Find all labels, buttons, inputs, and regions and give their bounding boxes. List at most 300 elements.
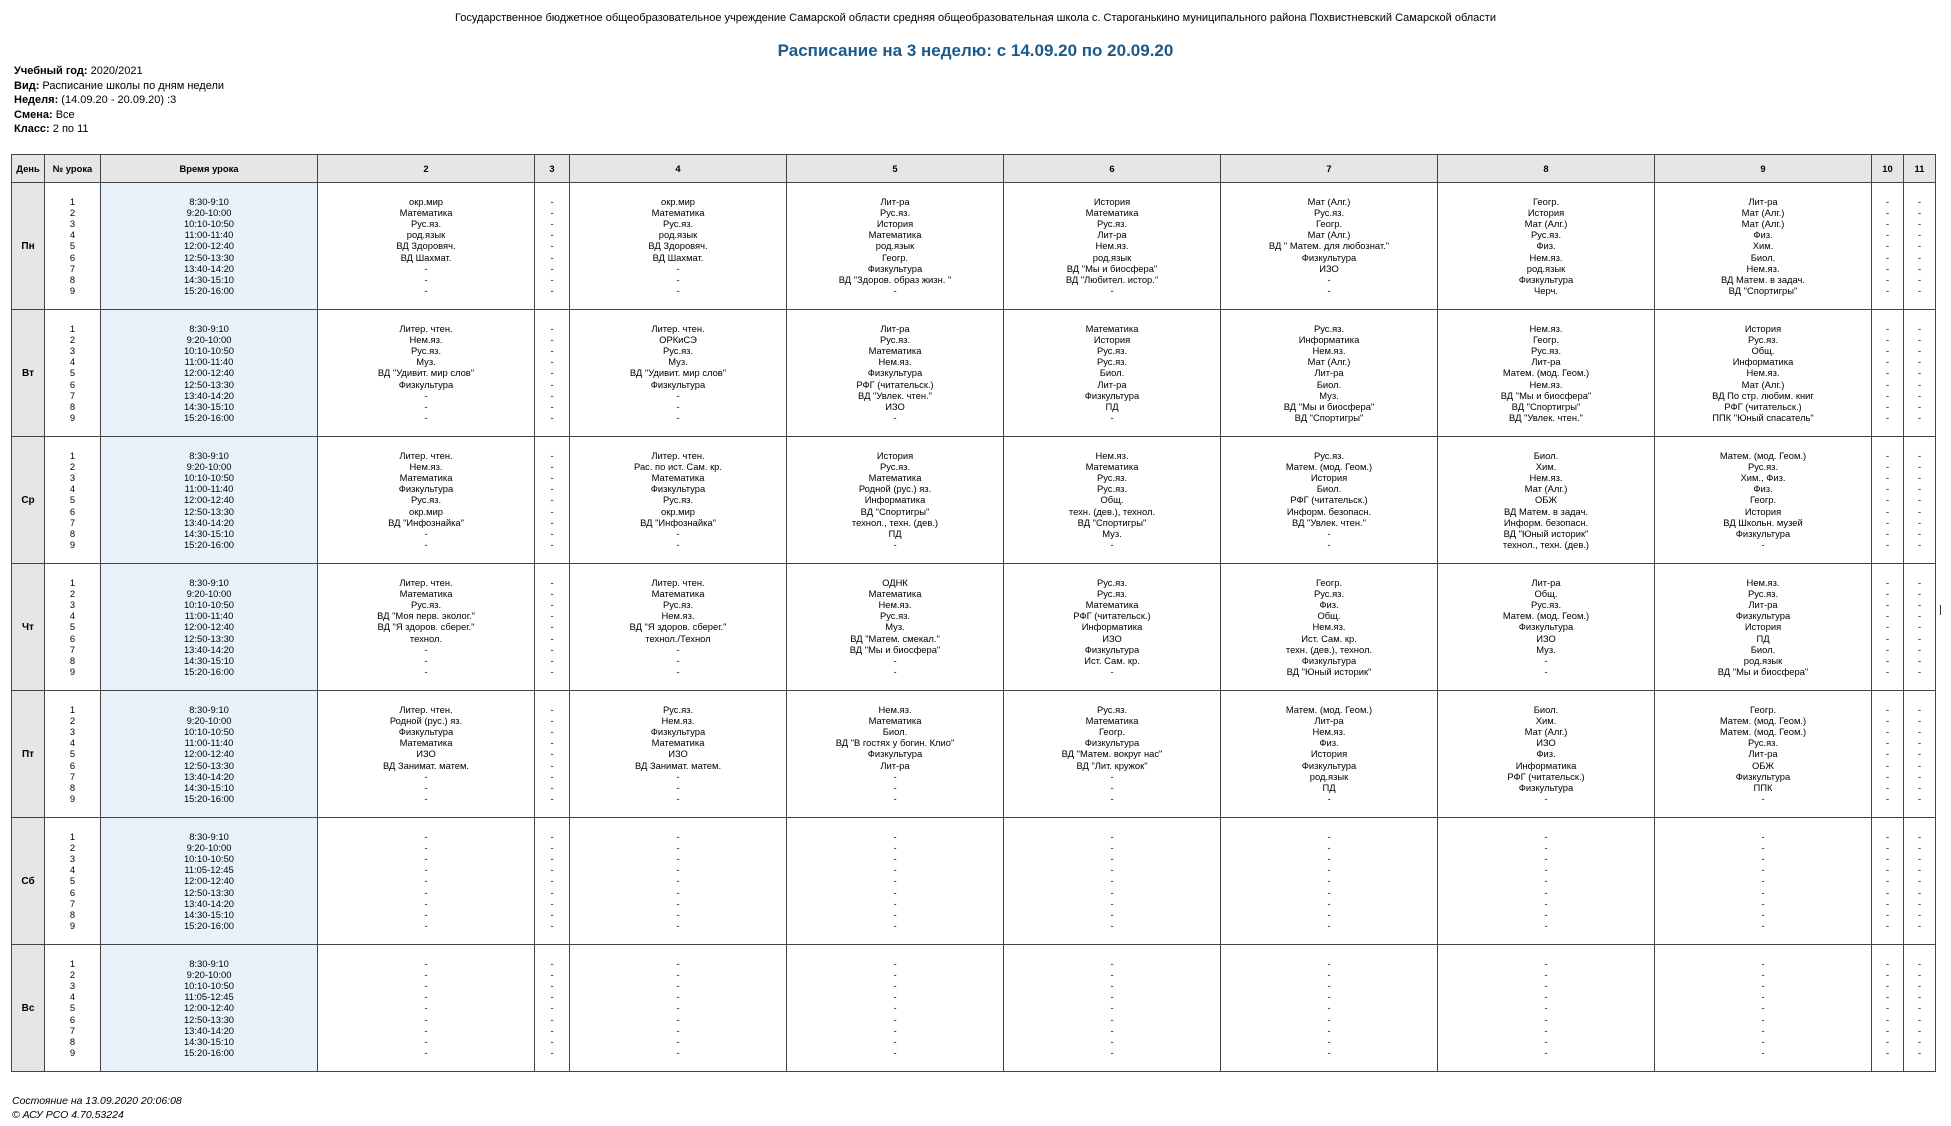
- lesson-entry: -: [1110, 538, 1114, 550]
- lesson-entry: -: [1110, 411, 1114, 423]
- lesson-entry: -: [424, 389, 428, 401]
- lesson-entry: История: [1093, 334, 1131, 346]
- lesson-entry: ПД: [888, 527, 902, 539]
- lesson-entry: Рус.яз.: [410, 218, 442, 230]
- lesson-entry: История: [1527, 207, 1565, 219]
- lesson-entry: -: [893, 919, 897, 931]
- lesson-entry: 12:50-13:30: [183, 759, 235, 771]
- lesson-entry: Рус.яз.: [1096, 588, 1128, 600]
- lesson-entry: История: [1310, 472, 1348, 484]
- lesson-entry: Рус.яз.: [410, 345, 442, 357]
- lesson-entry: Физкультура: [1084, 389, 1140, 401]
- lesson-entry: Хим.: [1752, 240, 1774, 252]
- lesson-entry: Нем.яз.: [1095, 240, 1129, 252]
- lesson-entry: 13:40-14:20: [183, 643, 235, 655]
- class-cell-lines: [1004, 450, 1220, 550]
- lesson-entry: Физкультура: [1301, 654, 1357, 666]
- lesson-entry: -: [1327, 919, 1331, 931]
- class-cell: [1872, 437, 1904, 564]
- lesson-entry: Рус.яз.: [879, 334, 911, 346]
- lesson-entry: ОДНК: [882, 577, 908, 589]
- class-cell-lines: [1004, 323, 1220, 423]
- class-cell: [787, 564, 1004, 691]
- lesson-entry: -: [550, 240, 554, 252]
- info-view-value: Расписание школы по дням недели: [42, 79, 225, 92]
- lesson-entry: -: [1327, 897, 1331, 909]
- lesson-entry: 11:00-11:40: [184, 610, 234, 622]
- lesson-entry: Нем.яз.: [409, 334, 443, 346]
- class-cell-lines: [1438, 831, 1654, 931]
- lesson-entry: -: [1885, 759, 1890, 771]
- info-view: [14, 79, 224, 94]
- lesson-entry: ВД "Увлек. чтен.": [858, 389, 932, 401]
- lesson-entry: 11:00-11:40: [184, 356, 234, 368]
- class-cell: [1904, 310, 1936, 437]
- lesson-entry: -: [550, 400, 554, 412]
- lesson-times-cell: [101, 818, 318, 945]
- lesson-entry: Нем.яз.: [661, 715, 695, 727]
- lesson-entry: -: [1544, 969, 1548, 981]
- header-class-7: 7: [1221, 155, 1438, 183]
- lesson-entry: технол., техн. (дев.): [851, 516, 939, 528]
- class-cell: [570, 183, 787, 310]
- schedule-info: [14, 64, 224, 137]
- lesson-entry: -: [1761, 1013, 1765, 1025]
- lesson-entry: -: [676, 262, 680, 274]
- lesson-entry: -: [1761, 958, 1765, 970]
- class-cell: [318, 691, 535, 818]
- class-cell-lines: [1655, 831, 1871, 931]
- lesson-entry: -: [1917, 908, 1922, 920]
- lesson-entry: ВД Матем. в задач.: [1503, 505, 1589, 517]
- lesson-entry: 5: [69, 367, 76, 379]
- lesson-entry: -: [424, 273, 428, 285]
- lesson-entry: -: [550, 411, 554, 423]
- lesson-entry: -: [1917, 218, 1922, 230]
- lesson-entry: 8:30-9:10: [189, 196, 229, 208]
- header-time: Время урока: [101, 155, 318, 183]
- lesson-entry: -: [424, 1024, 428, 1036]
- lesson-entry: -: [1885, 643, 1890, 655]
- lesson-entry: -: [1761, 1024, 1765, 1036]
- lesson-entry: Лит-ра: [1314, 367, 1344, 379]
- lesson-entry: -: [676, 1035, 680, 1047]
- class-cell: [318, 183, 535, 310]
- lesson-entry: 2: [69, 842, 76, 854]
- day-name: Вс: [12, 945, 45, 1072]
- lesson-entry: -: [550, 991, 554, 1003]
- lesson-entry: 5: [69, 621, 76, 633]
- lesson-entry: Нем.яз.: [1312, 621, 1346, 633]
- lesson-entry: ВД "Инфознайка": [388, 516, 464, 528]
- lesson-entry: История: [1093, 196, 1131, 208]
- lesson-entry: 1: [69, 196, 76, 208]
- lesson-entry: Нем.яз.: [1529, 323, 1563, 335]
- class-cell: [535, 818, 570, 945]
- lesson-entry: ВД " Матем. для любознат.": [1268, 240, 1390, 252]
- class-cell: [1004, 564, 1221, 691]
- class-cell-lines: [1904, 323, 1935, 423]
- lesson-entry: 12:50-13:30: [183, 886, 235, 898]
- lesson-entry: -: [893, 284, 897, 296]
- lesson-entry: Общ.: [1100, 494, 1124, 506]
- lesson-entry: Лит-ра: [1097, 229, 1127, 241]
- lesson-entry: -: [893, 842, 897, 854]
- lesson-entry: -: [1885, 665, 1890, 677]
- lesson-entry: Хим.: [1535, 461, 1557, 473]
- lesson-entry: -: [1544, 1035, 1548, 1047]
- lesson-entry: ВД "Спортигры": [1511, 400, 1581, 412]
- lesson-entry: -: [1327, 284, 1331, 296]
- lesson-entry: -: [1917, 748, 1922, 760]
- lesson-entry: -: [550, 875, 554, 887]
- lesson-entry: -: [550, 472, 554, 484]
- lesson-entry: 7: [69, 516, 76, 528]
- class-cell: [1655, 691, 1872, 818]
- lesson-entry: род.язык: [1092, 251, 1132, 263]
- lesson-entry: 14:30-15:10: [183, 400, 235, 412]
- lesson-entry: Лит-ра: [1748, 196, 1778, 208]
- lesson-entry: -: [424, 853, 428, 865]
- lesson-entry: 10:10-10:50: [183, 980, 235, 992]
- lesson-entry: -: [893, 864, 897, 876]
- lesson-entry: Мат (Алг.): [1307, 356, 1351, 368]
- lesson-entry: -: [1885, 400, 1890, 412]
- lesson-entry: 9: [69, 1046, 76, 1058]
- lesson-entry: Литер. чтен.: [651, 450, 705, 462]
- lesson-entry: ВД "Моя перв. эколог.": [377, 610, 475, 622]
- lesson-entry: -: [424, 1013, 428, 1025]
- lesson-entry: -: [550, 897, 554, 909]
- lesson-entry: -: [1761, 991, 1765, 1003]
- class-cell: [1004, 818, 1221, 945]
- class-cell: [1221, 564, 1438, 691]
- lesson-entry: -: [1917, 196, 1922, 208]
- class-cell: [1872, 310, 1904, 437]
- lesson-entry: История: [876, 450, 914, 462]
- lesson-entry: Общ.: [1534, 588, 1558, 600]
- class-cell: [535, 437, 570, 564]
- lesson-entry: Нем.яз.: [1312, 726, 1346, 738]
- lesson-entry: 12:50-13:30: [183, 251, 235, 263]
- info-week-value: (14.09.20 - 20.09.20) :3: [61, 94, 177, 107]
- class-cell-lines: [1438, 323, 1654, 423]
- lesson-entry: Математика: [651, 737, 705, 749]
- lesson-entry: -: [1885, 378, 1890, 390]
- lesson-entry: -: [1761, 1046, 1765, 1058]
- class-cell-lines: [1904, 831, 1935, 931]
- lesson-entry: 9: [69, 284, 76, 296]
- lesson-entry: -: [1544, 980, 1548, 992]
- lesson-entry: Матем. (мод. Геом.): [1502, 610, 1590, 622]
- class-cell: [1904, 818, 1936, 945]
- class-cell-lines: [1904, 704, 1935, 804]
- lesson-entry: -: [1327, 1002, 1331, 1014]
- lesson-entry: -: [1917, 704, 1922, 716]
- lesson-entry: -: [1917, 577, 1922, 589]
- lesson-entry: ВД "Спортигры": [1077, 516, 1147, 528]
- class-cell-lines: [1221, 450, 1437, 550]
- class-cell: [1872, 183, 1904, 310]
- lesson-entry: 12:50-13:30: [183, 632, 235, 644]
- lesson-entry: Родной (рус.) яз.: [858, 483, 932, 495]
- lesson-entry: -: [1544, 842, 1548, 854]
- lesson-entry: 12:00-12:40: [183, 240, 235, 252]
- lesson-entry: -: [424, 969, 428, 981]
- lesson-entry: 14:30-15:10: [183, 273, 235, 285]
- lesson-entry: -: [1885, 1002, 1890, 1014]
- lesson-entry: Нем.яз.: [1529, 472, 1563, 484]
- lesson-entry: 1: [69, 958, 76, 970]
- lesson-entry: -: [550, 610, 554, 622]
- lesson-entry: 12:00-12:40: [183, 367, 235, 379]
- lesson-entry: -: [1885, 262, 1890, 274]
- lesson-entry: 3: [69, 345, 76, 357]
- lesson-entry: -: [1761, 919, 1765, 931]
- lesson-entry: Математика: [399, 472, 453, 484]
- lesson-entry: -: [1885, 980, 1890, 992]
- lesson-entry: Физкультура: [1084, 643, 1140, 655]
- lesson-entry: 10:10-10:50: [183, 599, 235, 611]
- lesson-entry: -: [1544, 908, 1548, 920]
- lesson-entry: Мат (Алг.): [1741, 207, 1785, 219]
- lesson-entry: 10:10-10:50: [183, 345, 235, 357]
- day-row: [12, 818, 1936, 945]
- header-class-9: 9: [1655, 155, 1872, 183]
- lesson-entry: Биол.: [1533, 450, 1559, 462]
- lesson-entry: -: [1544, 792, 1548, 804]
- lesson-entry: -: [550, 577, 554, 589]
- lesson-entry: -: [1917, 875, 1922, 887]
- lesson-entry: -: [676, 842, 680, 854]
- lesson-entry: -: [1917, 240, 1922, 252]
- lesson-entry: Физкультура: [867, 748, 923, 760]
- lesson-entry: -: [893, 897, 897, 909]
- lesson-numbers-cell: [45, 183, 101, 310]
- info-week: [14, 93, 224, 108]
- class-cell: [535, 310, 570, 437]
- lesson-entry: ПД: [1756, 632, 1770, 644]
- lesson-entry: ВД Шахмат.: [400, 251, 452, 263]
- lesson-entry: -: [1885, 770, 1890, 782]
- lesson-entry: Математика: [399, 737, 453, 749]
- lesson-entry: Физкультура: [398, 483, 454, 495]
- lesson-entry: -: [893, 886, 897, 898]
- class-cell: [570, 691, 787, 818]
- lesson-entry: ВД "Увлек. чтен.": [1292, 516, 1366, 528]
- lesson-entry: -: [550, 621, 554, 633]
- lesson-entry: Рус.яз.: [879, 461, 911, 473]
- lesson-entry: Черч.: [1534, 284, 1558, 296]
- class-cell: [318, 564, 535, 691]
- lesson-numbers-cell: [45, 945, 101, 1072]
- class-cell-lines: [1655, 958, 1871, 1058]
- header-class-3: 3: [535, 155, 570, 183]
- lesson-entry: Рус.яз.: [662, 345, 694, 357]
- lesson-entry: 11:00-11:40: [184, 229, 234, 241]
- lesson-numbers-cell-lines: [45, 831, 100, 931]
- lesson-entry: Информатика: [1515, 759, 1577, 771]
- lesson-entry: ВД "Увлек. чтен.": [1509, 411, 1583, 423]
- lesson-entry: -: [1327, 1046, 1331, 1058]
- lesson-entry: ВД "Юный историк": [1286, 665, 1372, 677]
- lesson-entry: -: [1885, 218, 1890, 230]
- lesson-numbers-cell: [45, 437, 101, 564]
- lesson-entry: ВД "Матем. смекал.": [850, 632, 940, 644]
- lesson-entry: -: [550, 980, 554, 992]
- class-cell-lines: [318, 196, 534, 296]
- lesson-entry: Рус.яз.: [662, 599, 694, 611]
- lesson-numbers-cell-lines: [45, 958, 100, 1058]
- lesson-times-cell: [101, 945, 318, 1072]
- lesson-entry: Информатика: [1298, 334, 1360, 346]
- lesson-entry: 12:50-13:30: [183, 505, 235, 517]
- lesson-entry: 10:10-10:50: [183, 726, 235, 738]
- lesson-entry: ВД Занимат. матем.: [382, 759, 470, 771]
- lesson-numbers-cell: [45, 564, 101, 691]
- lesson-entry: -: [1761, 1035, 1765, 1047]
- class-cell: [1872, 818, 1904, 945]
- lesson-entry: -: [550, 726, 554, 738]
- class-cell-lines: [1872, 196, 1903, 296]
- lesson-entry: 7: [69, 897, 76, 909]
- lesson-entry: -: [1917, 400, 1922, 412]
- lesson-entry: 9: [69, 411, 76, 423]
- class-cell-lines: [1655, 323, 1871, 423]
- lesson-entry: -: [893, 958, 897, 970]
- lesson-entry: РФГ (читательск.): [1290, 494, 1368, 506]
- class-cell-lines: [1438, 704, 1654, 804]
- info-year-value: 2020/2021: [90, 65, 143, 77]
- lesson-entry: ВД "Инфознайка": [640, 516, 716, 528]
- class-cell: [570, 945, 787, 1072]
- lesson-times-cell-lines: [101, 196, 317, 296]
- organization-name: Государственное бюджетное общеобразовательное учреждение Самарской области средняя общеобразовательная школа с. Староганькино муниципального района Похвистневский Самарской области: [455, 12, 1496, 24]
- lesson-entry: -: [1885, 737, 1890, 749]
- lesson-entry: -: [1110, 969, 1114, 981]
- class-cell: [1221, 691, 1438, 818]
- lesson-entry: -: [1917, 831, 1922, 843]
- lesson-entry: 15:20-16:00: [183, 919, 235, 931]
- lesson-entry: 12:00-12:40: [183, 748, 235, 760]
- class-cell-lines: [570, 958, 786, 1058]
- lesson-entry: -: [1885, 1024, 1890, 1036]
- lesson-entry: 5: [69, 494, 76, 506]
- lesson-entry: 9: [69, 919, 76, 931]
- lesson-entry: Физкультура: [1735, 527, 1791, 539]
- lesson-entry: -: [1885, 483, 1890, 495]
- day-row: [12, 437, 1936, 564]
- lesson-entry: История: [1310, 748, 1348, 760]
- lesson-entry: -: [1917, 1024, 1922, 1036]
- day-row: [12, 310, 1936, 437]
- class-cell-lines: [787, 450, 1003, 550]
- lesson-entry: -: [1917, 345, 1922, 357]
- lesson-entry: -: [550, 196, 554, 208]
- class-cell: [1438, 437, 1655, 564]
- day-row: [12, 945, 1936, 1072]
- class-cell-lines: [1904, 577, 1935, 677]
- lesson-entry: 15:20-16:00: [183, 284, 235, 296]
- lesson-entry: -: [893, 853, 897, 865]
- class-cell-lines: [535, 450, 569, 550]
- lesson-entry: Муз.: [1102, 527, 1122, 539]
- lesson-entry: История: [1744, 505, 1782, 517]
- schedule-body: [12, 183, 1936, 1072]
- lesson-entry: -: [1885, 897, 1890, 909]
- lesson-times-cell: [101, 691, 318, 818]
- lesson-numbers-cell-lines: [45, 577, 100, 677]
- lesson-entry: -: [550, 908, 554, 920]
- lesson-entry: -: [676, 527, 680, 539]
- lesson-entry: -: [893, 411, 897, 423]
- class-cell-lines: [787, 958, 1003, 1058]
- lesson-times-cell-lines: [101, 958, 317, 1058]
- table-header-row: [12, 155, 1936, 183]
- lesson-entry: -: [550, 450, 554, 462]
- lesson-entry: ПД: [1105, 400, 1119, 412]
- lesson-entry: -: [550, 251, 554, 263]
- lesson-entry: Геогр.: [1749, 494, 1777, 506]
- class-cell-lines: [787, 323, 1003, 423]
- lesson-entry: ВД Здоровяч.: [396, 240, 456, 252]
- class-cell: [1904, 437, 1936, 564]
- lesson-entry: -: [1917, 781, 1922, 793]
- lesson-entry: -: [1885, 251, 1890, 263]
- lesson-entry: 2: [69, 207, 76, 219]
- lesson-entry: Физкультура: [1518, 273, 1574, 285]
- lesson-entry: Хим., Физ.: [1740, 472, 1786, 484]
- lesson-entry: 11:05-12:45: [184, 991, 234, 1003]
- lesson-entry: -: [1917, 207, 1922, 219]
- lesson-entry: -: [424, 980, 428, 992]
- lesson-entry: окр.мир: [660, 196, 696, 208]
- class-cell-lines: [1004, 704, 1220, 804]
- lesson-entry: -: [1917, 284, 1922, 296]
- lesson-entry: -: [424, 991, 428, 1003]
- lesson-entry: Физкультура: [1301, 759, 1357, 771]
- lesson-entry: -: [1885, 704, 1890, 716]
- lesson-entry: -: [1885, 334, 1890, 346]
- lesson-entry: 5: [69, 240, 76, 252]
- lesson-entry: -: [1917, 538, 1922, 550]
- lesson-times-cell: [101, 564, 318, 691]
- class-cell-lines: [570, 450, 786, 550]
- lesson-entry: ВД "Мы и биосфера": [849, 643, 941, 655]
- lesson-entry: 5: [69, 1002, 76, 1014]
- lesson-entry: -: [1327, 958, 1331, 970]
- lesson-entry: -: [1327, 1024, 1331, 1036]
- lesson-entry: ПД: [1322, 781, 1336, 793]
- lesson-entry: -: [550, 748, 554, 760]
- lesson-entry: -: [1917, 632, 1922, 644]
- class-cell: [535, 945, 570, 1072]
- lesson-entry: 8:30-9:10: [189, 831, 229, 843]
- lesson-entry: 7: [69, 262, 76, 274]
- lesson-entry: -: [424, 864, 428, 876]
- lesson-entry: -: [1917, 472, 1922, 484]
- lesson-entry: 8:30-9:10: [189, 450, 229, 462]
- lesson-entry: -: [550, 334, 554, 346]
- lesson-entry: -: [893, 665, 897, 677]
- lesson-entry: -: [1110, 1013, 1114, 1025]
- class-cell-lines: [535, 958, 569, 1058]
- lesson-entry: ВД Здоровяч.: [648, 240, 708, 252]
- lesson-entry: -: [1917, 726, 1922, 738]
- lesson-entry: 13:40-14:20: [183, 770, 235, 782]
- class-cell: [787, 945, 1004, 1072]
- lesson-entry: -: [1885, 527, 1890, 539]
